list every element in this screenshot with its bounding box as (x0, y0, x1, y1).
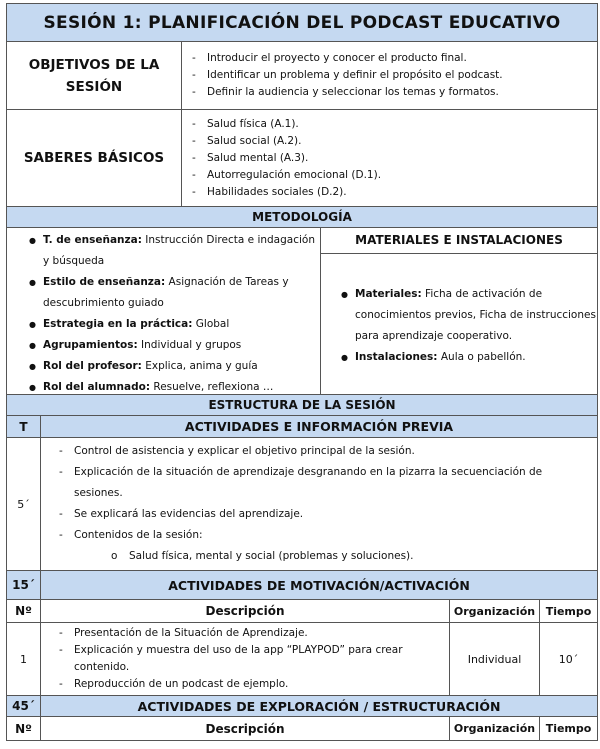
list-item: - Presentación de la Situación de Aprendizaje. (59, 625, 445, 642)
exploracion-time: 45´ (7, 696, 41, 717)
list-item: o Salud física, mental y social (problemas y soluciones). (111, 546, 591, 567)
col-desc-header: Descripción (41, 600, 450, 623)
metodologia-content (7, 228, 321, 399)
list-item: - Explicación de la situación de aprendizaje desgranando en la pizarra la secuenciación de sesiones. (59, 462, 591, 504)
saberes-label: SABERES BÁSICOS (7, 110, 182, 207)
list-item: - Identificar un problema y definir el propósito el podcast. (192, 67, 597, 84)
estructura-header: ESTRUCTURA DE LA SESIÓN (7, 395, 598, 416)
col-desc-header: Descripción (41, 717, 450, 741)
col-org-header: Organización (450, 717, 540, 741)
motivacion-time: 15´ (7, 571, 41, 600)
exploracion-header: ACTIVIDADES DE EXPLORACIÓN / ESTRUCTURACIÓN (41, 696, 598, 717)
materiales-header: MATERIALES E INSTALACIONES (321, 228, 598, 254)
objetivos-content (182, 42, 598, 110)
list-item: ● Materiales: Ficha de activación de conocimientos previos, Ficha de instrucciones para aprendizaje cooperativo. (341, 284, 597, 347)
metodologia-header: METODOLOGÍA (7, 207, 598, 228)
motivacion-num: 1 (7, 623, 41, 696)
previa-header: ACTIVIDADES E INFORMACIÓN PREVIA (41, 416, 598, 438)
motivacion-tiempo: 10´ (540, 623, 598, 696)
list-item: - Contenidos de la sesión: (59, 525, 591, 546)
saberes-content (182, 110, 598, 207)
list-item: - Introducir el proyecto y conocer el producto final. (192, 50, 597, 67)
list-item: - Salud mental (A.3). (192, 150, 597, 167)
list-item: ● Instalaciones: Aula o pabellón. (341, 347, 597, 368)
previa-time: 5´ (7, 438, 41, 571)
list-item: ● Estilo de enseñanza: Asignación de Tareas y descubrimiento guiado (29, 272, 320, 314)
list-item: - Control de asistencia y explicar el objetivo principal de la sesión. (59, 441, 591, 462)
list-item: - Habilidades sociales (D.2). (192, 184, 597, 201)
previa-content (41, 438, 598, 571)
list-item: - Se explicará las evidencias del aprendizaje. (59, 504, 591, 525)
motivacion-content (41, 623, 450, 696)
page-title: SESIÓN 1: PLANIFICACIÓN DEL PODCAST EDUCATIVO (7, 4, 598, 42)
list-item: ● T. de enseñanza: Instrucción Directa e indagación y búsqueda (29, 230, 320, 272)
motivacion-org: Individual (450, 623, 540, 696)
list-item: - Salud física (A.1). (192, 116, 597, 133)
list-item: ● Rol del profesor: Explica, anima y guía (29, 356, 320, 377)
list-item: - Salud social (A.2). (192, 133, 597, 150)
list-item: - Autorregulación emocional (D.1). (192, 167, 597, 184)
list-item: - Definir la audiencia y seleccionar los temas y formatos. (192, 84, 597, 101)
estructura-table (6, 394, 598, 741)
objetivos-label: OBJETIVOS DE LA SESIÓN (7, 42, 182, 110)
list-item: - Explicación y muestra del uso de la app “PLAYPOD” para crear contenido. (59, 642, 445, 676)
col-time-header: Tiempo (540, 600, 598, 623)
col-org-header: Organización (450, 600, 540, 623)
materiales-content (321, 253, 598, 398)
top-table (6, 3, 598, 207)
t-label: T (7, 416, 41, 438)
list-item: ● Agrupamientos: Individual y grupos (29, 335, 320, 356)
motivacion-header: ACTIVIDADES DE MOTIVACIÓN/ACTIVACIÓN (41, 571, 598, 600)
list-item: - Reproducción de un podcast de ejemplo. (59, 676, 445, 693)
col-num-header: Nº (7, 600, 41, 623)
list-item: ● Estrategia en la práctica: Global (29, 314, 320, 335)
list-item: ● Rol del alumnado: Resuelve, reflexiona … (29, 377, 320, 398)
col-time-header: Tiempo (540, 717, 598, 741)
metodologia-table (6, 206, 598, 399)
col-num-header: Nº (7, 717, 41, 741)
